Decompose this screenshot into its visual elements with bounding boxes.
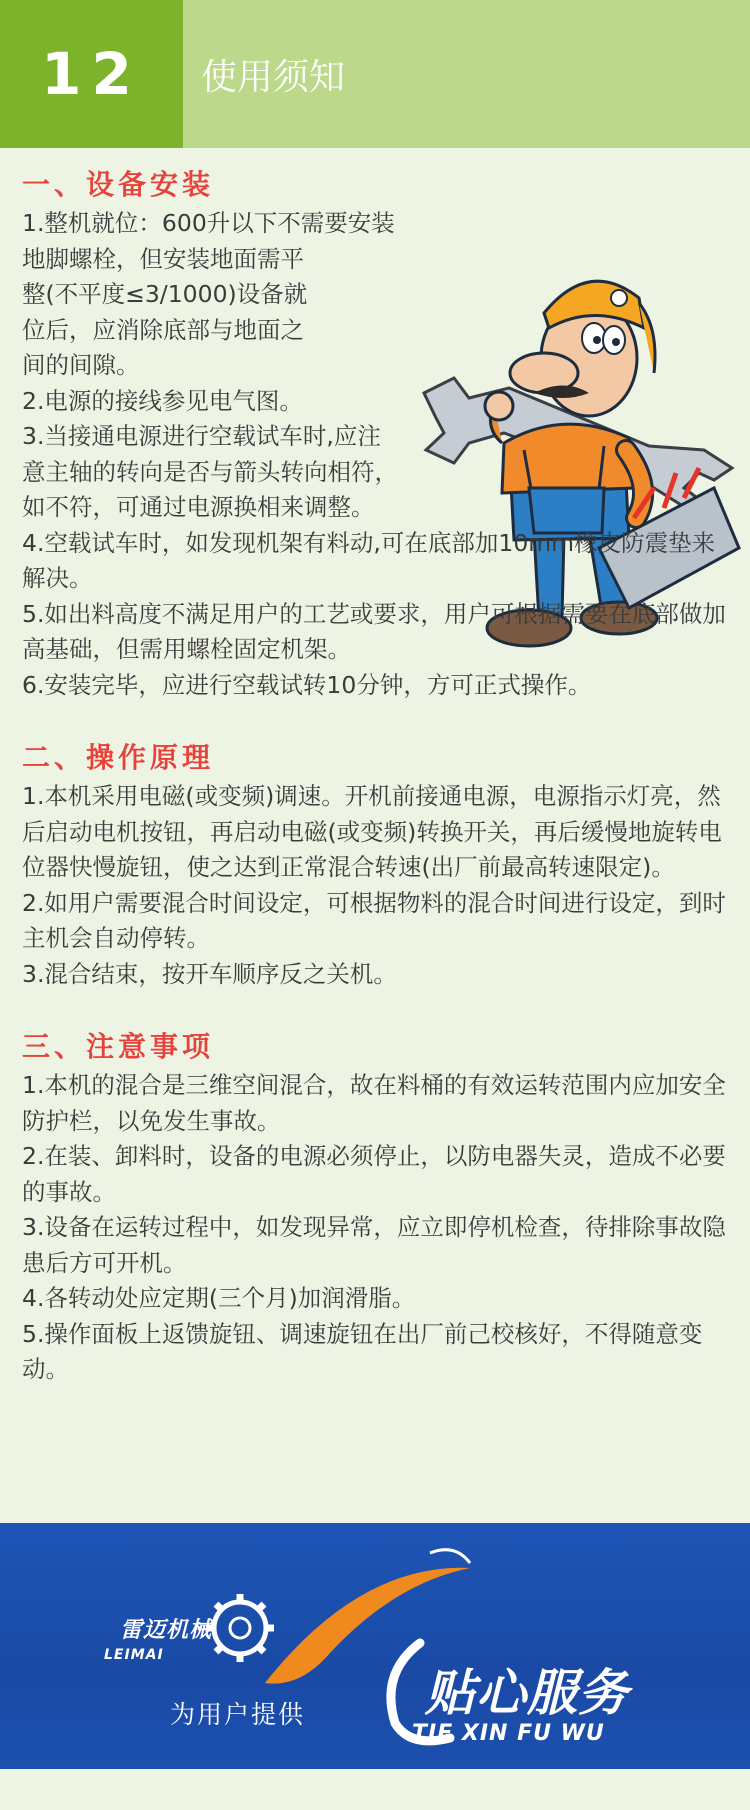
banner-decoration <box>0 1523 750 1769</box>
operation-item: 1.本机采用电磁(或变频)调速。开机前接通电源，电源指示灯亮，然后启动电机按钮，再启动电磁(或变频)转换开关，再后缓慢地旋转电位器快慢旋钮，使之达到正常混合转速(出厂前最高转速限定)。 <box>22 782 722 881</box>
installation-item: 如不符，可通过电源换相来调整。 <box>22 493 375 521</box>
installation-item: 4.空载试车时，如发现机架有料动,可在底部加10mm橡皮防震垫来解决。 <box>22 528 716 592</box>
installation-item: 2.电源的接线参见电气图。 <box>22 386 303 415</box>
section-title-operation: 二、操作原理 <box>22 741 215 774</box>
content-area <box>0 148 750 1523</box>
section-number: 12 <box>0 0 183 148</box>
notes-item: 2.在装、卸料时，设备的电源必须停止，以防电器失灵，造成不必要的事故。 <box>22 1142 726 1206</box>
brand-name-cn: 雷迈机械 <box>120 1618 213 1643</box>
installation-item: 间的间隙。 <box>22 351 140 379</box>
section-title-installation: 一、设备安装 <box>22 168 215 201</box>
header <box>0 0 750 148</box>
operation-item: 3.混合结束，按开车顺序反之关机。 <box>22 959 397 988</box>
installation-item: 3.当接通电源进行空载试车时,应注 <box>22 422 381 450</box>
service-slogan-en: TIE XIN FU WU <box>412 1721 605 1746</box>
installation-item: 地脚螺栓，但安装地面需平 <box>22 244 304 273</box>
installation-item: 6.安装完毕，应进行空载试转10分钟，方可正式操作。 <box>22 670 592 699</box>
installation-item: 位后，应消除底部与地面之 <box>22 315 304 344</box>
notes-item: 1.本机的混合是三维空间混合，故在料桶的有效运转范围内应加安全防护栏，以免发生事故。 <box>22 1071 726 1135</box>
notes-item: 3.设备在运转过程中，如发现异常，应立即停机检查，待排除事故隐患后方可开机。 <box>22 1213 726 1277</box>
gear-icon <box>206 1594 274 1662</box>
page-title: 使用须知 <box>183 0 750 148</box>
operation-item: 2.如用户需要混合时间设定，可根据物料的混合时间进行设定，到时主机会自动停转。 <box>22 888 726 952</box>
brand-name-en: LEIMAI <box>104 1647 164 1663</box>
bottom-strip <box>0 1769 750 1810</box>
notes-item: 5.操作面板上返馈旋钮、调速旋钮在出厂前己校核好，不得随意变动。 <box>22 1319 703 1383</box>
installation-item: 1.整机就位：600升以下不需要安装 <box>22 209 395 237</box>
instructions-text <box>22 166 732 1388</box>
installation-item: 5.如出料高度不满足用户的工艺或要求，用户可根据需要在底部做加高基础，但需用螺栓固定机架。 <box>22 599 726 663</box>
section-title-notes: 三、注意事项 <box>22 1030 215 1063</box>
service-banner <box>0 1523 750 1769</box>
installation-item: 整(不平度≤3/1000)设备就 <box>22 280 308 308</box>
notes-item: 4.各转动处应定期(三个月)加润滑脂。 <box>22 1284 416 1312</box>
provide-text: 为用户提供 <box>170 1700 306 1729</box>
installation-item: 意主轴的转向是否与箭头转向相符， <box>22 457 398 486</box>
service-slogan-cn: 贴心服务 <box>425 1664 629 1722</box>
